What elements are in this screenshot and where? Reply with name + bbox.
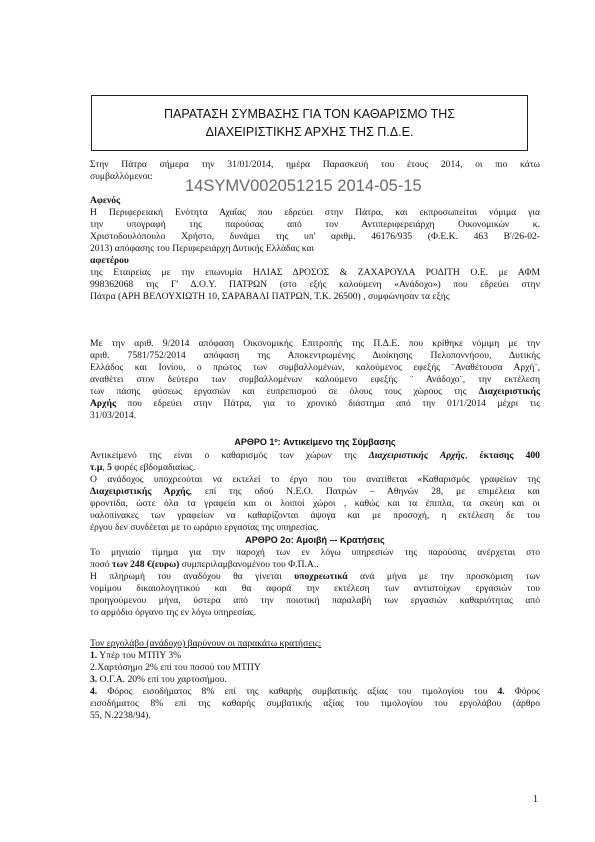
decision-line: 31/03/2014. xyxy=(90,410,137,421)
article-1-line: Ο ανάδοχος υποχρεούται να εκτελεί το έργο που του ανατίθεται «Καθαρισμός γραφείων της xyxy=(90,474,540,485)
deductions-list xyxy=(90,638,540,722)
deduction-text: Υπέρ του ΜΤΠΥ 3% xyxy=(97,650,182,661)
article-2-line: Το μηνιαίο τίμημα για την παροχή των εν λόγω υπηρεσιών της παρούσας ανέρχεται στο xyxy=(90,547,540,558)
deduction-item: εισοδήματος 8% επί της καθαρής συμβατικής αξίας του τιμολογίου του εργολάβου (άρθρο xyxy=(90,698,540,709)
deduction-number: 4. xyxy=(497,686,505,697)
article-1-text: , xyxy=(102,462,108,473)
article-2-line: το αρμόδιο όργανο της εν λόγω υπηρεσίας. xyxy=(90,607,257,618)
article-2-text: Η πληρωμή του αναδόχου θα γίνεται xyxy=(90,571,295,582)
party-b-line: Πάτρα (ΑΡΗ ΒΕΛΟΥΧΙΩΤΗ 10, ΣΑΡΑΒΑΛΙ ΠΑΤΡΩΝ, Τ.Κ. 26500) , συμφώνησαν τα εξής xyxy=(90,291,450,302)
article-2-line: προηγούμενου μήνα, ύστερα από την ποιοτική παραλαβή των εργασιών καθαριότητας από xyxy=(90,595,540,606)
party-a-label: Αφενός xyxy=(90,195,121,206)
article-2-line xyxy=(90,559,540,571)
article-1-bold: Διαχειριστικής Αρχής xyxy=(368,450,465,461)
deduction-item xyxy=(90,674,540,686)
article-1-line: έργου δεν συνδέεται με το ωράριο εργασίας της υπηρεσίας. xyxy=(90,522,319,533)
article-1-bold: τ.μ xyxy=(90,462,103,473)
decision-line: Με την αριθ. 9/2014 απόφαση Οικονομικής Επιτροπής της Π.Δ.Ε. που κρίθηκε νόμιμη με την xyxy=(90,338,540,349)
article-1-bold: Διαχειριστικής Αρχής xyxy=(90,486,190,497)
party-b-line: της Εταιρείας με την επωνυμία ΗΛΙΑΣ ΔΡΟΣΟΣ & ΖΑΧΑΡΟΥΛΑ ΡΟΔΙΤΗ Ο.Ε. με ΑΦΜ xyxy=(90,267,540,278)
article-1-body xyxy=(90,450,540,534)
article-1-text: Αντικείμενό της είναι ο καθαρισμός των χώρων της xyxy=(90,450,369,461)
article-1-text: , επί της οδού Ν.Ε.Ο. Πατρών – Αθηνών 28, με επιμέλεια και xyxy=(189,486,540,497)
article-2-text: ανά μήνα με την προσκόμιση των xyxy=(347,571,540,582)
article-2-line xyxy=(90,571,540,583)
party-a-line: 2013) απόφασης του Περιφερειάρχη Δυτικής Ελλάδας και xyxy=(90,243,315,254)
decision-paragraph xyxy=(90,338,540,422)
article-1-text: , xyxy=(464,450,480,461)
party-a-line: Χριστοδουλόπουλο Χρήστο, δυνάμει της υπ' αριθμ. 46176/935 (Φ.Ε.Κ. 463 Β'/26-02- xyxy=(90,231,540,242)
decision-line xyxy=(90,398,540,410)
article-2-text: ποσό xyxy=(90,559,113,570)
decision-text: των πάσης φύσεως εργασιών και ευπρεπισμού σε όλους τους χώρους της xyxy=(90,386,479,397)
decision-bold: Διαχειριστικής xyxy=(478,386,540,397)
deduction-text: Χαρτόσημο 2% επί του ποσού του ΜΤΠΥ xyxy=(97,662,261,673)
party-a-line: την υπογραφή της παρούσας από τον Αντιπεριφερειάρχη Οικονομικών κ. xyxy=(90,219,540,230)
intro-line-1: Στην Πάτρα σήμερα την 31/01/2014, ημέρα Παρασκευή του έτους 2014, οι πιο κάτω xyxy=(90,159,540,170)
decision-bold: Αρχής xyxy=(90,398,116,409)
deduction-item xyxy=(90,650,540,662)
article-1-line xyxy=(90,462,540,474)
article-2-bold: των 248 €(ευρω) xyxy=(112,559,180,570)
party-b xyxy=(90,255,540,303)
article-1-bold: 5 xyxy=(107,462,112,473)
deduction-item xyxy=(90,662,540,674)
deductions-intro: Τον εργολάβο (ανάδοχο) βαρύνουν οι παρακάτω κρατήσεις: xyxy=(90,638,322,649)
article-1-line: φροντίδα, ώστε όλα τα γραφεία και οι λοιποί χώροι , καθώς και τα έπιπλα, τα σκεύη και οι xyxy=(90,498,540,509)
deduction-text: Φόρος xyxy=(504,686,540,697)
deduction-number: 4. xyxy=(90,686,98,697)
title-line-1: ΠΑΡΑΤΑΣΗ ΣΥΜΒΑΣΗΣ ΓΙΑ ΤΟΝ ΚΑΘΑΡΙΣΜΟ ΤΗΣ xyxy=(163,107,455,121)
decision-line: Ελλάδος και Ιονίου, ο πρώτος των συμβαλλομένων, καλούμενος εφεξής ¨Αναθέτουσα Αρχή¨, xyxy=(90,362,540,373)
article-1-line xyxy=(90,450,540,462)
article-2-line: νομίμου δικαιολογητικού και θα αφορά την εκτέλεση των αντιστοίχων εργασιών του xyxy=(90,583,540,594)
article-2-body xyxy=(90,547,540,619)
deduction-number: 1. xyxy=(90,650,98,661)
article-2-text: συμπεριλαμβανομένου του Φ.Π.Α.. xyxy=(179,559,319,570)
article-2-heading: ΑΡΘΡΟ 2ο: Αμοιβή –- Κρατήσεις xyxy=(245,535,385,545)
decision-line: αριθ. 7581/752/2014 απόφαση της Αποκεντρωμένης Διοίκησης Πελοποννήσου, Δυτικής xyxy=(90,350,540,361)
party-a xyxy=(90,195,540,255)
deduction-number: 2. xyxy=(90,662,98,673)
deduction-item xyxy=(90,686,540,698)
decision-line: αναθέτει στον δεύτερο των συμβαλλομένων καλούμενο εφεξής ¨ Ανάδοχο¨, την εκτέλεση xyxy=(90,374,540,385)
article-1-heading: ΑΡΘΡΟ 1º: Αντικείμενο της Σύμβασης xyxy=(234,437,396,447)
deduction-text: Ο.Γ.Α. 20% επί του χαρτοσήμου. xyxy=(97,674,227,685)
title-box xyxy=(91,95,528,151)
deduction-item: 55, Ν.2238/94). xyxy=(90,710,151,721)
article-1-line: υαλοπίνακες των γραφείων να καθαρίζονται άψογα και με προσοχή, η εκτέλεση δε του xyxy=(90,510,540,521)
deduction-text: Φόρος εισοδήματος 8% επί της καθαρής συμβατικής αξίας του τιμολογίου του xyxy=(97,686,498,697)
article-2-bold: υποχρεωτικά xyxy=(294,571,348,582)
article-1-line xyxy=(90,486,540,498)
article-1-bold: έκτασης 400 xyxy=(479,450,540,461)
title-line-2: ΔΙΑΧΕΙΡΙΣΤΙΚΗΣ ΑΡΧΗΣ ΤΗΣ Π.Δ.Ε. xyxy=(205,125,414,139)
party-b-label: αφετέρου xyxy=(90,255,129,266)
party-b-line: 998362068 της Γ' Δ.Ο.Υ. ΠΑΤΡΩΝ (στο εξής καλούμενη «Ανάδοχο») που εδρεύει στην xyxy=(90,279,540,290)
ada-stamp: 14SYMV002051215 2014-05-15 xyxy=(185,177,422,195)
page-number: 1 xyxy=(533,794,538,805)
decision-text: που εδρεύει στην Πάτρα, για το χρονικό διάστημα από την 01/1/2014 μέχρι τις xyxy=(116,398,540,409)
deduction-number: 3. xyxy=(90,674,98,685)
party-a-line: Η Περιφερειακή Ενότητα Αχαΐας που εδρεύει στην Πάτρα, και εκπροσωπείται νόμιμα για xyxy=(90,207,540,218)
intro-line-2: συμβαλλόμενοι: xyxy=(90,171,153,182)
decision-line xyxy=(90,386,540,398)
article-1-text: φορές εβδομαδιαίως. xyxy=(111,462,196,473)
